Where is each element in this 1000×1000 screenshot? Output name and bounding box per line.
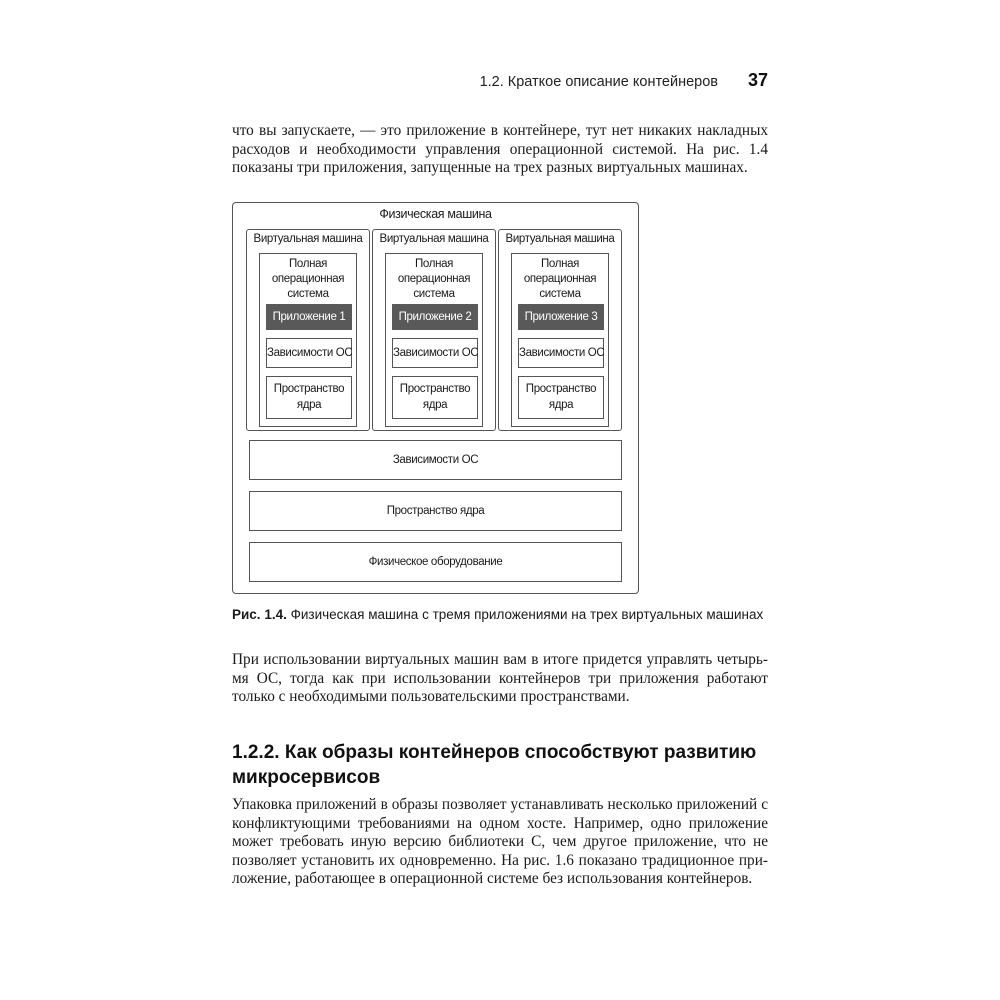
vm-title: Виртуальная машина: [379, 233, 489, 245]
app-box-1: Приложение 1: [266, 304, 352, 330]
full-os-label: Полная операционная система: [271, 258, 345, 300]
os-deps-box: Зависимости ОС: [392, 338, 478, 368]
running-head: [232, 70, 768, 94]
body-paragraph-2: При использовании виртуальных машин вам в итоге придется управлять четырьмя ОС, тогда как при использовании контейнеров три приложения работают только с необходимыми пользовательскими пространствами.: [232, 651, 768, 705]
body-paragraph-3: Упаковка приложений в образы позволяет устанавливать несколько приложений с конфликтующими требованиями на одном хосте. Например, одно приложение может требовать иную версию библиотеки С, чем другое приложение, что не позволяет установить их одновременно. На рис. 1.6 показано традиционное приложение, работающее в операционной системе без использования контейнеров.: [232, 796, 768, 887]
app-box-3: Приложение 3: [518, 304, 604, 330]
section-heading: 1.2.2. Как образы контейнеров способствуют развитию микросервисов: [232, 742, 757, 788]
caption-number: Рис. 1.4.: [232, 607, 287, 622]
virtual-machine-2: [372, 229, 496, 431]
vm-title: Виртуальная машина: [505, 233, 615, 245]
host-os-deps-layer: Зависимости ОС: [249, 440, 622, 480]
app-box-2: Приложение 2: [392, 304, 478, 330]
full-os-label: Полная операционная система: [397, 258, 471, 300]
os-deps-box: Зависимости ОС: [518, 338, 604, 368]
os-deps-box: Зависимости ОС: [266, 338, 352, 368]
physical-hardware-layer: Физическое оборудование: [249, 542, 622, 582]
full-os-label: Полная операционная система: [523, 258, 597, 300]
virtual-machine-1: [246, 229, 370, 431]
host-kernel-space-layer: Пространство ядра: [249, 491, 622, 531]
physical-machine-label: Физическая машина: [379, 207, 492, 221]
figure-physical-machine: [232, 202, 639, 594]
body-paragraph-1: что вы запускаете, — это приложение в контейнере, тут нет никаких накладных расходов и необходимости управления операционной системой. На рис. 1.4 показаны три приложения, запущенные на трех разных виртуальных машинах.: [232, 122, 768, 176]
full-os-box: [259, 253, 357, 427]
figure-caption: [232, 607, 792, 622]
vm-title: Виртуальная машина: [253, 233, 363, 245]
full-os-box: [385, 253, 483, 427]
virtual-machine-3: [498, 229, 622, 431]
page-number: 37: [747, 70, 768, 90]
kernel-space-box: Пространство ядра: [392, 376, 478, 419]
kernel-space-box: Пространство ядра: [266, 376, 352, 419]
caption-text: Физическая машина с тремя приложениями на трех виртуальных машинах: [286, 607, 764, 622]
kernel-space-box: Пространство ядра: [518, 376, 604, 419]
running-title: 1.2. Краткое описание контейнеров: [479, 74, 718, 90]
full-os-box: [511, 253, 609, 427]
